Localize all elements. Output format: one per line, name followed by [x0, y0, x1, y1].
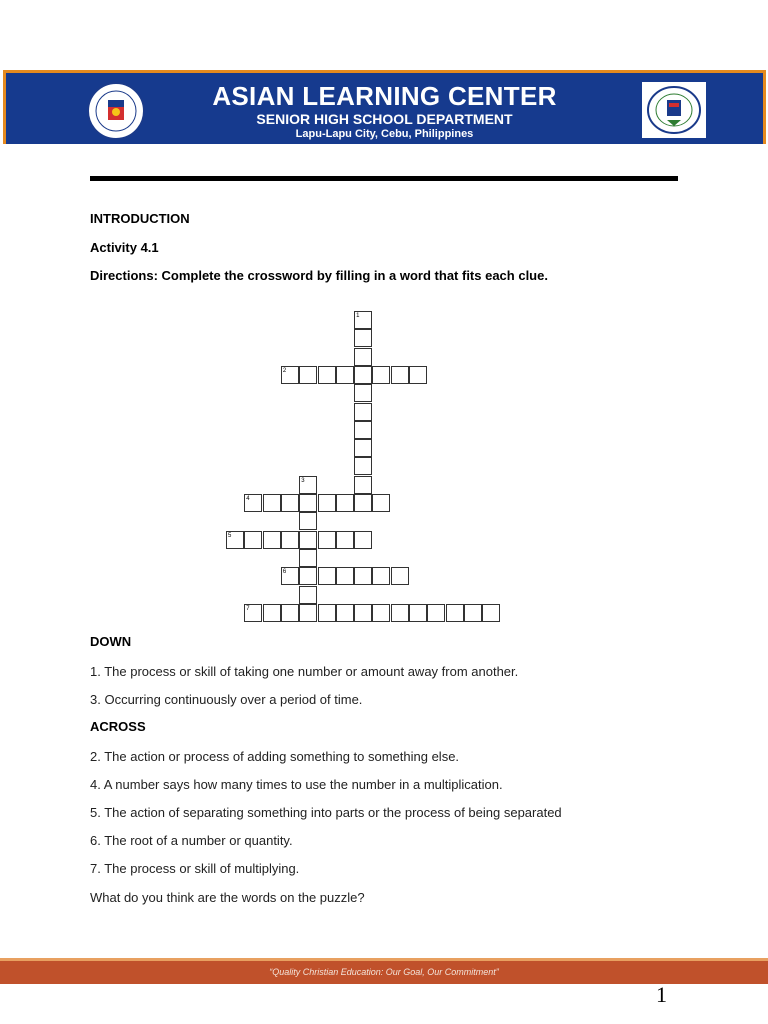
crossword-cell[interactable] [281, 604, 299, 622]
crossword-clue-number: 6 [282, 569, 287, 576]
crossword-cell[interactable] [299, 476, 317, 494]
crossword-cell[interactable] [372, 604, 390, 622]
school-location: Lapu-Lapu City, Cebu, Philippines [295, 128, 474, 140]
crossword-cell[interactable] [354, 403, 372, 421]
crossword-cell[interactable] [336, 604, 354, 622]
crossword-cell[interactable] [299, 531, 317, 549]
across-clue-7: 7. The process or skill of multiplying. [90, 861, 300, 876]
crossword-cell[interactable] [263, 531, 281, 549]
school-seal-icon [642, 82, 706, 138]
crossword-cell[interactable] [318, 531, 336, 549]
crossword-cell[interactable] [354, 311, 372, 329]
crossword-cell[interactable] [464, 604, 482, 622]
crossword-cell[interactable] [354, 476, 372, 494]
crossword-cell[interactable] [281, 567, 299, 585]
crossword-cell[interactable] [244, 494, 262, 512]
crossword-clue-number: 1 [356, 313, 360, 319]
crossword-cell[interactable] [281, 494, 299, 512]
crossword-clue-number: 5 [228, 532, 232, 539]
crossword-cell[interactable] [244, 604, 262, 622]
activity-title: Activity 4.1 [90, 240, 159, 255]
header-divider [90, 176, 678, 181]
crossword-cell[interactable] [299, 604, 317, 622]
question-text: What do you think are the words on the puzzle? [90, 890, 365, 905]
crossword-cell[interactable] [336, 567, 354, 585]
header-banner [3, 70, 766, 144]
across-clue-6: 6. The root of a number or quantity. [90, 833, 293, 848]
crossword-cell[interactable] [354, 348, 372, 366]
crossword-cell[interactable] [354, 457, 372, 475]
school-name: ASIAN LEARNING CENTER [212, 81, 557, 111]
crossword-cell[interactable] [336, 366, 354, 384]
crossword-cell[interactable] [336, 531, 354, 549]
crossword-cell[interactable] [391, 567, 409, 585]
crossword-cell[interactable] [354, 567, 372, 585]
crossword-clue-number: 3 [301, 477, 305, 484]
crossword-cell[interactable] [318, 366, 336, 384]
crossword-cell[interactable] [409, 604, 427, 622]
crossword-cell[interactable] [299, 586, 317, 604]
crossword-cell[interactable] [427, 604, 445, 622]
crossword-cell[interactable] [299, 512, 317, 530]
crossword-cell[interactable] [372, 366, 390, 384]
crossword-cell[interactable] [263, 604, 281, 622]
crossword-cell[interactable] [354, 494, 372, 512]
crossword-clue-number: 4 [246, 496, 250, 502]
footer-bar [0, 958, 768, 984]
crossword-cell[interactable] [446, 604, 464, 622]
crossword-cell[interactable] [482, 604, 500, 622]
crossword-cell[interactable] [354, 384, 372, 402]
down-clue-1: 1. The process or skill of taking one number or amount away from another. [90, 664, 519, 679]
crossword-cell[interactable] [372, 567, 390, 585]
crossword-cell[interactable] [391, 604, 409, 622]
across-clue-4: 4. A number says how many times to use the number in a multiplication. [90, 777, 503, 792]
footer-motto: “Quality Christian Education: Our Goal, Our Commitment” [269, 967, 499, 977]
down-heading: DOWN [90, 634, 132, 649]
crossword-clue-number: 2 [282, 367, 287, 374]
crossword-cell[interactable] [299, 494, 317, 512]
down-clue-3: 3. Occurring continuously over a period of time. [90, 692, 363, 707]
crossword-clue-number: 7 [246, 605, 250, 612]
crossword-cell[interactable] [226, 531, 244, 549]
section-heading: INTRODUCTION [90, 211, 190, 226]
crossword-cell[interactable] [281, 366, 299, 384]
crossword-cell[interactable] [318, 604, 336, 622]
across-heading: ACROSS [90, 719, 146, 734]
crossword-cell[interactable] [409, 366, 427, 384]
page-number: 1 [656, 982, 667, 1007]
across-clue-5: 5. The action of separating something into parts or the process of being separated [90, 805, 562, 820]
crossword-cell[interactable] [354, 439, 372, 457]
crossword-cell[interactable] [354, 604, 372, 622]
crossword-cell[interactable] [318, 494, 336, 512]
crossword-cell[interactable] [299, 549, 317, 567]
crossword-cell[interactable] [372, 494, 390, 512]
crossword-cell[interactable] [263, 494, 281, 512]
department-name: SENIOR HIGH SCHOOL DEPARTMENT [256, 111, 513, 127]
crossword-cell[interactable] [336, 494, 354, 512]
across-clue-2: 2. The action or process of adding something to something else. [90, 749, 460, 764]
crossword-cell[interactable] [244, 531, 262, 549]
crossword-cell[interactable] [354, 421, 372, 439]
crossword-cell[interactable] [299, 567, 317, 585]
crossword-cell[interactable] [318, 567, 336, 585]
crossword-cell[interactable] [281, 531, 299, 549]
crossword-cell[interactable] [354, 366, 372, 384]
crossword-cell[interactable] [299, 366, 317, 384]
crossword-cell[interactable] [354, 329, 372, 347]
directions-text: Directions: Complete the crossword by filling in a word that fits each clue. [90, 268, 548, 283]
crossword-cell[interactable] [354, 531, 372, 549]
crossword-cell[interactable] [391, 366, 409, 384]
